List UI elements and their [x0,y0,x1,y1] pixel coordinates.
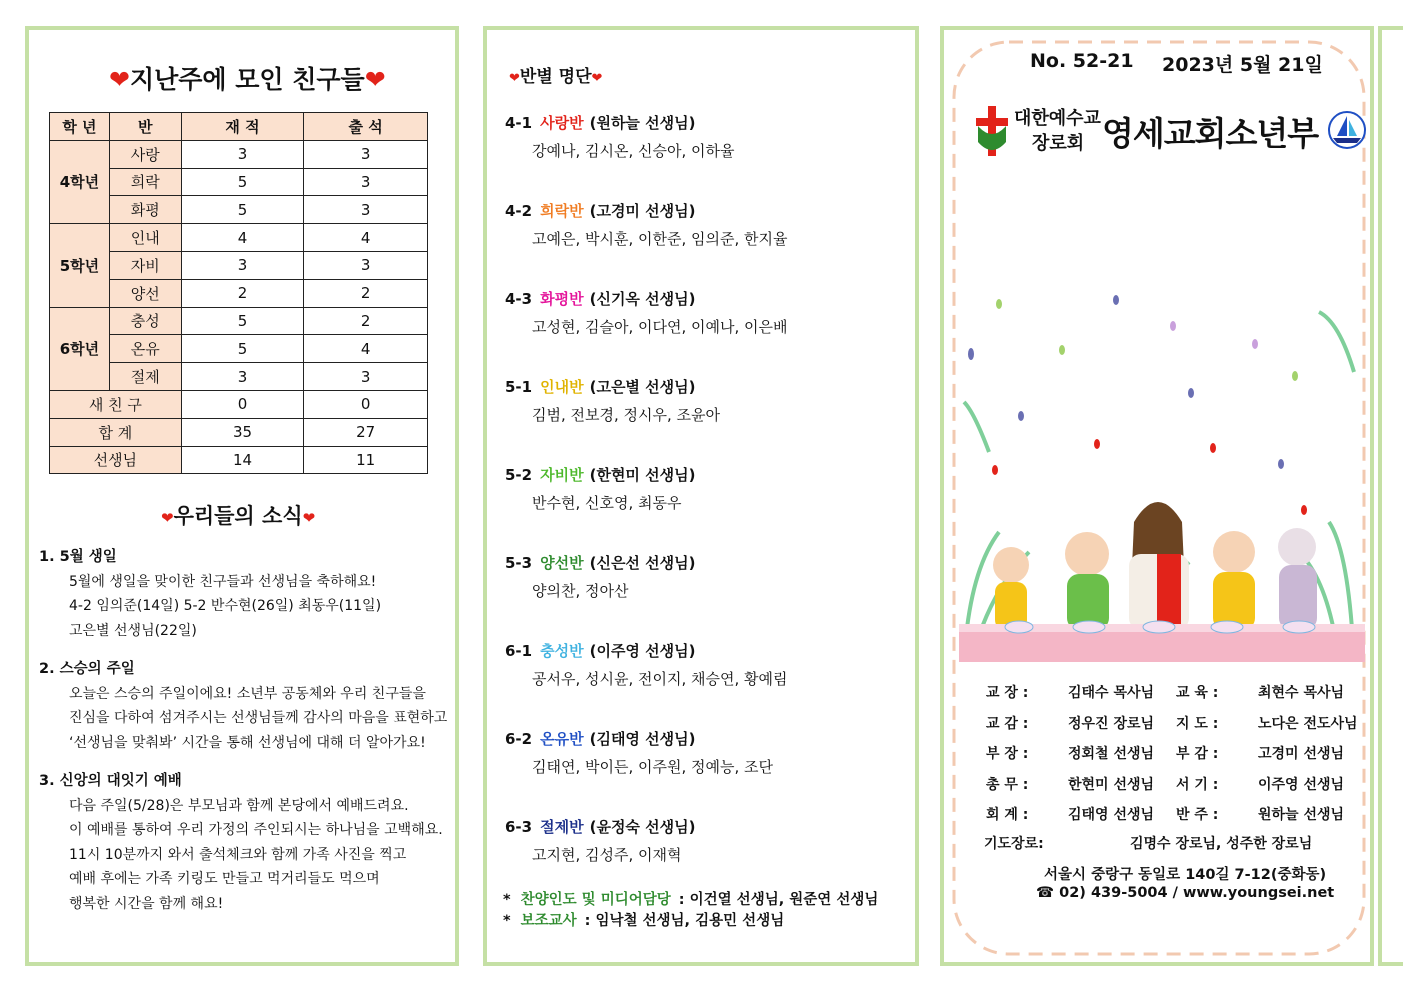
summary-label-cell: 새 친 구 [50,390,182,418]
footer-label: 보조교사 [520,913,577,929]
church-cross-icon [974,102,1010,158]
staff-role: 부 감 : [1176,746,1219,762]
class-heading [505,812,695,842]
heart-icon: ❤ [509,71,520,86]
table-header-cell: 재 적 [181,113,304,141]
table-row [50,307,428,335]
staff-role: 교 장 : [986,685,1029,701]
denomination-line1: 대한예수교 [1014,108,1101,129]
class-heading [505,548,695,578]
news-line: 행복한 시간을 함께 해요! [69,895,224,912]
class-name: 희락반 [540,202,584,220]
class-name: 충성반 [540,642,584,660]
footer-star: * [503,892,511,908]
class-students: 강예나, 김시온, 신승아, 이하율 [532,142,735,160]
class-teacher: (김태영 선생님) [589,730,696,748]
class-code: 4-1 [505,114,533,132]
staff-role: 반 주 : [1176,807,1219,823]
grade-cell: 4학년 [50,140,110,223]
footer-value: : 이건열 선생님, 원준연 선생님 [678,892,879,908]
church-contact: ☎ 02) 439-5004 / www.youngsei.net [1036,885,1335,901]
class-students: 고성현, 김슬아, 이다연, 이예나, 이은배 [532,318,788,336]
grade-cell: 5학년 [50,224,110,307]
present-cell: 3 [304,168,428,196]
class-code: 5-2 [505,466,533,484]
news-line: 다음 주일(5/28)은 부모님과 함께 본당에서 예배드려요. [69,797,409,814]
staff-role: 교 감 : [986,715,1029,732]
present-cell: 4 [304,335,428,363]
staff-person: 최현수 목사님 [1258,685,1345,701]
issue-date: 2023년 5월 21일 [1162,54,1323,76]
class-heading [505,724,773,754]
roster-footer [503,890,878,932]
class-name: 화평반 [540,290,584,308]
class-cell: 온유 [109,335,181,363]
class-students: 공서우, 성시윤, 전이지, 채승연, 황예림 [532,670,788,688]
class-name: 자비반 [540,466,584,484]
class-students: 고지현, 김성주, 이재혁 [532,846,682,864]
class-cell: 사랑 [109,140,181,168]
confetti-dots [968,295,1307,515]
grade-cell: 6학년 [50,307,110,390]
class-code: 5-1 [505,378,533,396]
staff-person: 정회철 선생님 [1068,746,1155,762]
class-block [505,812,695,868]
class-heading [505,108,735,138]
class-heading [505,636,788,666]
class-block [505,724,773,780]
summary-present-cell: 0 [304,390,428,418]
present-cell: 2 [304,307,428,335]
class-code: 5-3 [505,554,533,572]
news-item [39,657,449,755]
news-heading: 2. 스승의 주일 [39,661,135,677]
class-students: 김범, 전보경, 정시우, 조윤아 [532,406,720,424]
news-line: 예배 후에는 가족 키링도 만들고 먹거리들도 먹으며 [69,871,380,887]
heart-icon: ❤ [302,509,316,527]
church-address: 서울시 중랑구 동일로 140길 7-12(중화동) [1044,867,1327,883]
table-header-cell: 학 년 [50,113,110,141]
class-block [505,548,695,604]
staff-person: 김태영 선생님 [1068,807,1155,823]
church-name: 영세교회소년부 [1102,114,1319,153]
summary-enrolled-cell: 14 [181,446,304,474]
denomination-line2: 장로회 [1032,133,1085,154]
class-teacher: (신기옥 선생님) [589,290,696,308]
issue-number: No. 52-21 [1030,50,1134,72]
summary-present-cell: 27 [304,418,428,446]
class-block [505,284,788,340]
class-teacher: (신은선 선생님) [589,554,696,572]
class-name: 양선반 [540,554,584,572]
class-cell: 충성 [109,307,181,335]
class-heading [505,372,720,402]
staff-role: 지 도 : [1176,715,1219,732]
news-line: 4-2 임의준(14일) 5-2 반수현(26일) 최동우(11일) [69,598,382,614]
prayer-elders-value: 김명수 장로님, 성주한 장로님 [1130,836,1313,852]
footer-value: : 임낙철 선생님, 김용민 선생님 [584,913,785,929]
enrolled-cell: 3 [181,251,304,279]
present-cell: 3 [304,251,428,279]
news-line: 진심을 다하여 섬겨주시는 선생님들께 감사의 마음을 표현하고 [69,710,448,726]
class-roster-title: ❤반별 명단❤ [509,67,603,87]
news-title: ❤우리들의 소식❤ [161,504,316,528]
sailboat-logo-icon [1327,110,1367,150]
attendance-table [49,112,428,474]
class-block [505,460,695,516]
class-block [505,636,788,692]
class-cell: 인내 [109,224,181,252]
table-row [50,224,428,252]
enrolled-cell: 4 [181,224,304,252]
heart-icon: ❤ [109,65,130,94]
class-teacher: (윤정숙 선생님) [589,818,696,836]
present-cell: 3 [304,363,428,391]
heart-icon: ❤ [364,65,386,94]
summary-enrolled-cell: 0 [181,390,304,418]
news-list [39,545,449,930]
news-line: 5월에 생일을 맞이한 친구들과 선생님을 축하해요! [69,573,377,590]
class-teacher: (한현미 선생님) [589,466,696,484]
summary-enrolled-cell: 35 [181,418,304,446]
enrolled-cell: 3 [181,140,304,168]
class-block [505,196,788,252]
class-teacher: (고경미 선생님) [589,202,696,220]
footer-row [503,911,878,932]
summary-label-cell: 합 계 [50,418,182,446]
staff-person: 노다은 전도사님 [1258,715,1358,732]
footer-star: * [503,913,511,929]
summary-label-cell: 선생님 [50,446,182,474]
edge-panel [1378,26,1403,966]
table-cloth [959,630,1365,662]
class-teacher: (원하늘 선생님) [589,114,696,132]
present-cell: 4 [304,224,428,252]
staff-person: 원하늘 선생님 [1258,807,1345,823]
right-panel [940,26,1374,966]
class-code: 4-2 [505,202,533,220]
left-panel [25,26,459,966]
class-students: 양의찬, 정아산 [532,582,629,600]
class-teacher: (이주영 선생님) [589,642,696,660]
attendance-title: ❤지난주에 모인 친구들❤ [109,65,386,94]
class-block [505,108,735,164]
class-code: 6-3 [505,818,533,836]
enrolled-cell: 2 [181,279,304,307]
class-students: 김태연, 박이든, 이주원, 정예능, 조단 [532,758,774,776]
middle-panel [483,26,919,966]
summary-row [50,446,428,474]
staff-person: 김태수 목사님 [1068,685,1155,701]
staff-role: 부 장 : [986,746,1029,762]
heart-icon: ❤ [591,71,603,86]
enrolled-cell: 5 [181,168,304,196]
staff-person: 고경미 선생님 [1258,746,1345,762]
class-code: 4-3 [505,290,533,308]
news-line: 11시 10분까지 와서 출석체크와 함께 가족 사진을 찍고 [69,846,407,863]
table-header-cell: 반 [109,113,181,141]
staff-role: 서 기 : [1176,776,1219,793]
class-block [505,372,720,428]
news-line: 오늘은 스승의 주일이에요! 소년부 공동체와 우리 친구들을 [69,685,426,702]
footer-label: 찬양인도 및 미디어담당 [520,892,671,908]
class-code: 6-1 [505,642,533,660]
staff-role: 회 계 : [986,807,1029,823]
enrolled-cell: 5 [181,307,304,335]
staff-role: 총 무 : [986,776,1029,793]
enrolled-cell: 5 [181,196,304,224]
class-students: 고예은, 박시훈, 이한준, 임의준, 한지율 [532,230,788,248]
class-cell: 절제 [109,363,181,391]
people-figures [993,502,1317,630]
class-teacher: (고은별 선생님) [589,378,696,396]
news-heading: 3. 신앙의 대잇기 예배 [39,773,182,789]
cover-illustration [959,292,1365,662]
prayer-elders-label: 기도장로: [984,836,1044,852]
class-name: 인내반 [540,378,584,396]
heart-icon: ❤ [161,509,174,527]
class-heading [505,196,788,226]
class-cell: 자비 [109,251,181,279]
present-cell: 2 [304,279,428,307]
news-item [39,545,449,643]
staff-person: 정우진 장로님 [1068,715,1155,732]
present-cell: 3 [304,140,428,168]
staff-role: 교 육 : [1176,685,1219,701]
news-item [39,769,449,916]
summary-row [50,390,428,418]
class-cell: 화평 [109,196,181,224]
class-cell: 양선 [109,279,181,307]
news-heading: 1. 5월 생일 [39,549,117,565]
class-name: 온유반 [540,730,584,748]
enrolled-cell: 5 [181,335,304,363]
present-cell: 3 [304,196,428,224]
footer-row [503,890,878,911]
class-heading [505,284,788,314]
summary-row [50,418,428,446]
staff-person: 이주영 선생님 [1258,776,1345,793]
class-code: 6-2 [505,730,533,748]
staff-person: 한현미 선생님 [1068,776,1155,793]
summary-present-cell: 11 [304,446,428,474]
class-cell: 희락 [109,168,181,196]
class-name: 절제반 [540,818,584,836]
news-line: ‘선생님을 맞춰봐’ 시간을 통해 선생님에 대해 더 알아가요! [69,734,426,751]
class-name: 사랑반 [540,114,584,132]
news-line: 이 예배를 통하여 우리 가정의 주인되시는 하나님을 고백해요. [69,822,443,838]
news-line: 고은별 선생님(22일) [69,622,197,639]
table-header-cell: 출 석 [304,113,428,141]
class-heading [505,460,695,490]
table-row [50,140,428,168]
class-students: 반수현, 신호영, 최동우 [532,494,682,512]
enrolled-cell: 3 [181,363,304,391]
